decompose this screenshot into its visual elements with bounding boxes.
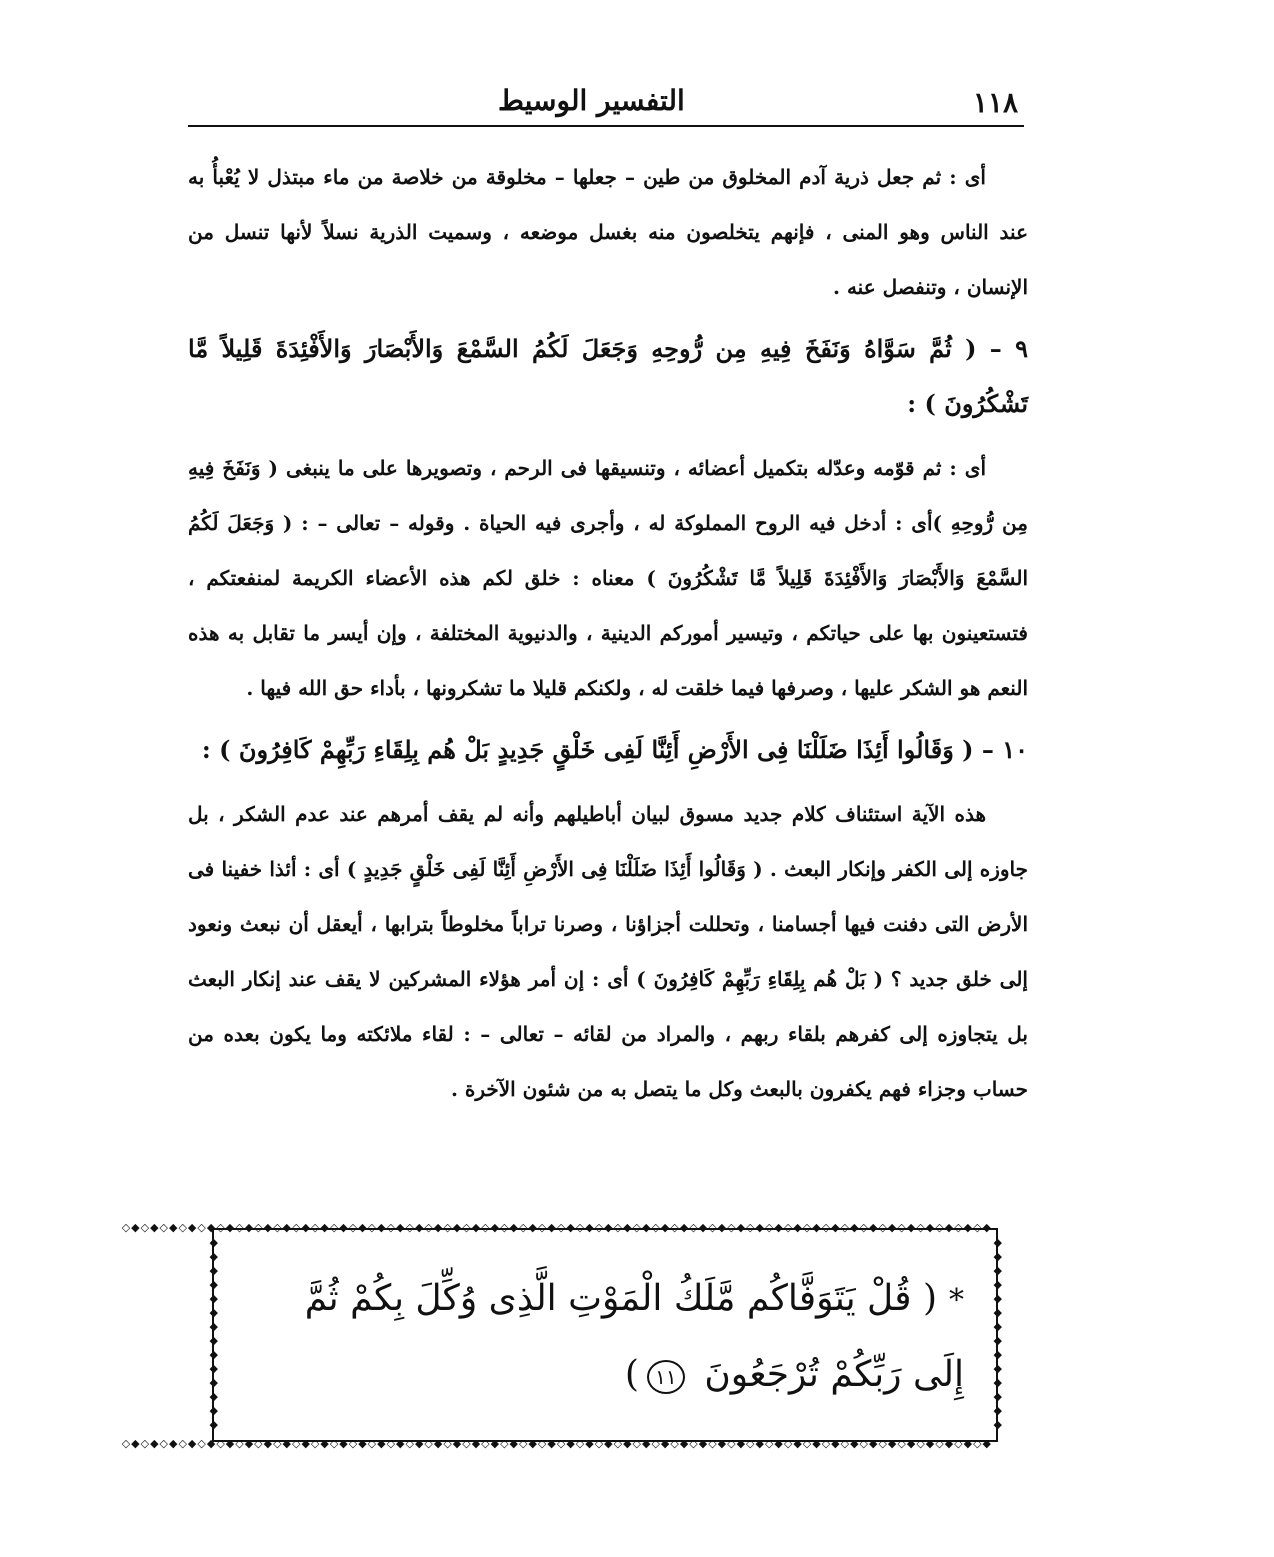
verse-11-body: ( قُلْ يَتَوَفَّاكُم مَّلَكُ الْمَوْتِ الَّذِى وُكِّلَ بِكُمْ ثُمَّ إِلَى رَبِّكُمْ تُرْجَعُونَ xyxy=(304,1278,964,1395)
page-number: ١١٨ xyxy=(972,86,1018,119)
verse-9-text: ( ثُمَّ سَوَّاهُ وَنَفَخَ فِيهِ مِن رُّوحِهِ وَجَعَلَ لَكُمُ السَّمْعَ وَالأَبْصَارَ وَالأَفْئِدَةَ قَلِيلاً مَّا تَشْكُرُونَ ) : xyxy=(188,334,1028,418)
verse-number-medallion: ١١ xyxy=(647,1360,685,1394)
header-rule xyxy=(188,125,1024,127)
frame-ornament-top: ◆◇◆◇◆◇◆◇◆◇◆◇◆◇◆◇◆◇◆◇◆◇◆◇◆◇◆◇◆◇◆◇◆◇◆◇◆◇◆◇◆◇◆◇◆◇◆◇◆◇◆◇◆◇◆◇◆◇◆◇◆◇◆◇◆◇◆◇◆◇◆◇◆◇◆◇◆◇◆◇◆◇◆◇◆◇◆◇◆◇◆◇ xyxy=(121,1221,992,1234)
verse-11-close: ) xyxy=(624,1354,639,1395)
verse-9 xyxy=(188,321,1028,431)
verse-11-frame xyxy=(121,1221,1003,1450)
running-header xyxy=(188,82,1024,122)
verse-10 xyxy=(188,722,1028,777)
verse-9-number: ٩ – xyxy=(989,334,1029,363)
paragraph-explanation-3: هذه الآية استئناف كلام جديد مسوق لبيان أباطيلهم وأنه لم يقف أمرهم عند عدم الشكر ، بل جاوزه إلى الكفر وإنكار البعث . ( وَقَالُوا أَئِذَا ضَلَلْنَا فِى الأَرْضِ أَئِنَّا لَفِى خَلْقٍ جَدِيدٍ ) أى : أئذا خفينا فى الأرض التى دفنت فيها أجسامنا ، وتحللت أجزاؤنا ، وصرنا تراباً مخلوطاً بترابها ، أيعقل أن نبعث ونعود إلى خلق جديد ؟ ( بَلْ هُم بِلِقَاءِ رَبِّهِمْ كَافِرُونَ ) أى : إن أمر هؤلاء المشركين لا يقف عند إنكار البعث بل يتجاوزه إلى كفرهم بلقاء ربهم ، والمراد من لقائه – تعالى – : لقاء ملائكته وما يكون بعده من حساب وجزاء فهم يكفرون بالبعث وكل ما يتصل به من شئون الآخرة . xyxy=(188,802,1028,1101)
paragraph-explanation-2: أى : ثم قوّمه وعدّله بتكميل أعضائه ، وتنسيقها فى الرحم ، وتصويرها على ما ينبغى ( وَنَفَخَ فِيهِ مِن رُّوحِهِ )أى : أدخل فيه الروح المملوكة له ، وأجرى فيه الحياة . وقوله – تعالى – : ( وَجَعَلَ لَكُمُ السَّمْعَ وَالأَبْصَارَ وَالأَفْئِدَةَ قَلِيلاً مَّا تَشْكُرُونَ ) معناه : خلق لكم هذه الأعضاء الكريمة لمنفعتكم ، فتستعينون بها على حياتكم ، وتيسير أموركم الدينية ، والدنيوية المختلفة ، وإن أيسر ما تقابل به هذه النعم هو الشكر عليها ، وصرفها فيما خلقت له ، ولكنكم قليلا ما تشكرونها ، بأداء حق الله فيها . xyxy=(188,456,1028,700)
verse-10-number: ١٠ – xyxy=(981,735,1028,764)
book-title: التفسير الوسيط xyxy=(498,84,685,117)
frame-ornament-left: ◆ ◆ ◆ ◆ ◆ ◆ ◆ ◆ ◆ ◆ ◆ ◆ ◆ ◆ xyxy=(209,1236,219,1431)
verse-11-text xyxy=(244,1262,964,1412)
paragraph-explanation-1: أى : ثم جعل ذرية آدم المخلوق من طين – جعلها – مخلوقة من خلاصة من ماء مبتذل لا يُعْبأُ به عند الناس وهو المنى ، فإنهم يتخلصون منه بغسل موضعه ، وسميت الذرية نسلاً لأنها تنسل من الإنسان ، وتنفصل عنه . xyxy=(188,165,1028,299)
tafsir-body xyxy=(188,150,1028,1117)
verse-star-marker: * xyxy=(949,1283,964,1318)
frame-ornament-bottom: ◆◇◆◇◆◇◆◇◆◇◆◇◆◇◆◇◆◇◆◇◆◇◆◇◆◇◆◇◆◇◆◇◆◇◆◇◆◇◆◇◆◇◆◇◆◇◆◇◆◇◆◇◆◇◆◇◆◇◆◇◆◇◆◇◆◇◆◇◆◇◆◇◆◇◆◇◆◇◆◇◆◇◆◇◆◇◆◇◆◇◆◇ xyxy=(121,1437,992,1450)
frame-ornament-right: ◆ ◆ ◆ ◆ ◆ ◆ ◆ ◆ ◆ ◆ ◆ ◆ ◆ ◆ xyxy=(993,1236,1003,1431)
verse-10-text: ( وَقَالُوا أَئِذَا ضَلَلْنَا فِى الأَرْضِ أَئِنَّا لَفِى خَلْقٍ جَدِيدٍ بَلْ هُم بِلِقَاءِ رَبِّهِمْ كَافِرُونَ ) : xyxy=(201,735,974,764)
